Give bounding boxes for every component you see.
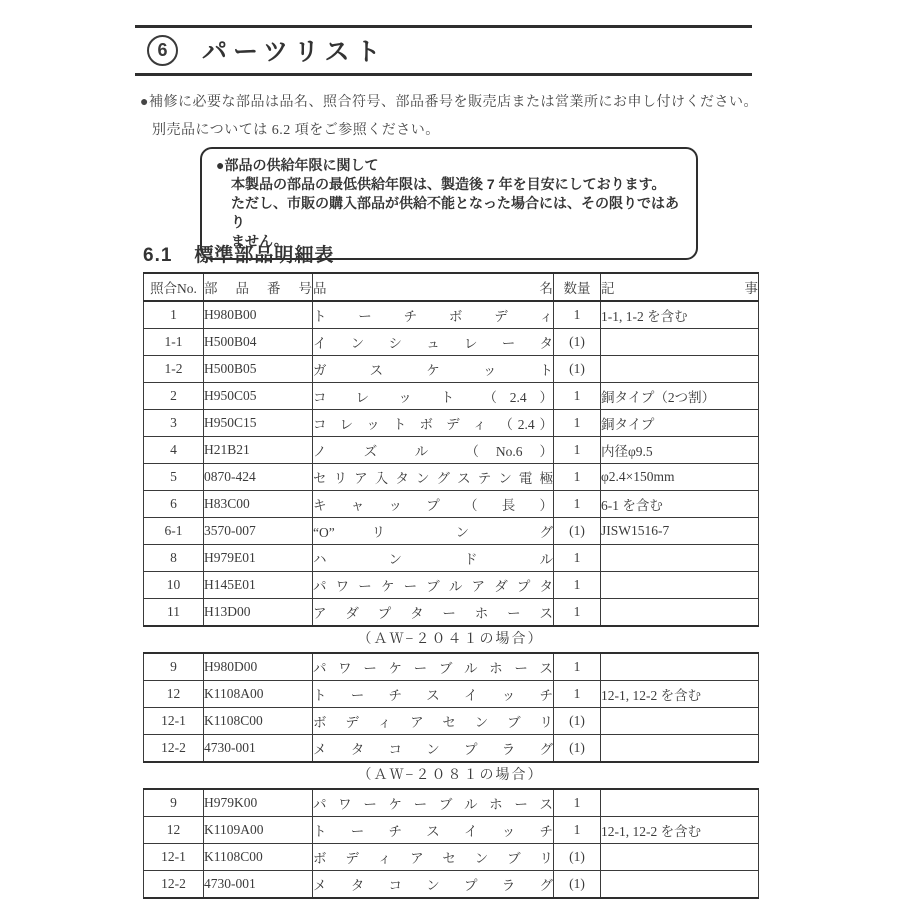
col-header-note: 記 事 xyxy=(601,273,759,301)
table-row xyxy=(144,410,759,437)
cell-note: JISW1516-7 xyxy=(601,518,759,545)
cell-part-name: ト ー チ ス イ ッ チ xyxy=(313,817,554,844)
table-row xyxy=(144,789,759,817)
cell-note: φ2.4×150mm xyxy=(601,464,759,491)
cell-note xyxy=(601,572,759,599)
cell-note xyxy=(601,653,759,681)
cell-note xyxy=(601,329,759,356)
table-group-label-aw2081: （ＡＷ−２０８１の場合） xyxy=(357,768,544,783)
cell-part-name: メ タ コ ン プ ラ グ xyxy=(313,871,554,899)
cell-ref-no: 12-1 xyxy=(144,844,204,871)
cell-note xyxy=(601,356,759,383)
cell-part-number: H21B21 xyxy=(204,437,313,464)
cell-note: 銅タイプ xyxy=(601,410,759,437)
table-row xyxy=(144,437,759,464)
cell-part-name: “O” リ ン グ xyxy=(313,518,554,545)
cell-part-name: ボ デ ィ ア セ ン ブ リ xyxy=(313,844,554,871)
cell-quantity: 1 xyxy=(554,817,601,844)
cell-ref-no: 2 xyxy=(144,383,204,410)
cell-part-number: H145E01 xyxy=(204,572,313,599)
table-row xyxy=(144,708,759,735)
parts-table-aw2041 xyxy=(143,652,759,763)
cell-part-number: K1108C00 xyxy=(204,844,313,871)
cell-part-name: ボ デ ィ ア セ ン ブ リ xyxy=(313,708,554,735)
cell-ref-no: 5 xyxy=(144,464,204,491)
cell-quantity: 1 xyxy=(554,410,601,437)
cell-ref-no: 1-1 xyxy=(144,329,204,356)
cell-part-number: 4730-001 xyxy=(204,735,313,763)
cell-part-name: パ ワ ー ケ ー ブ ル ア ダ プ タ xyxy=(313,572,554,599)
cell-part-number: H500B05 xyxy=(204,356,313,383)
section-heading xyxy=(143,240,334,267)
cell-part-number: K1109A00 xyxy=(204,817,313,844)
notice-line: ただし、市販の購入部品が供給不能となった場合には、その限りではあり xyxy=(231,195,679,230)
section-title: 標準部品明細表 xyxy=(194,245,335,266)
table-row xyxy=(144,518,759,545)
cell-quantity: (1) xyxy=(554,871,601,899)
cell-ref-no: 9 xyxy=(144,789,204,817)
table-row xyxy=(144,329,759,356)
cell-note: 内径φ9.5 xyxy=(601,437,759,464)
table-row xyxy=(144,844,759,871)
cell-part-name: イ ン シ ュ レ ー タ xyxy=(313,329,554,356)
cell-note: 1-1, 1-2 を含む xyxy=(601,301,759,329)
cell-quantity: (1) xyxy=(554,356,601,383)
cell-part-name: コ レ ッ ト （2.4） xyxy=(313,383,554,410)
cell-part-name: キ ャ ッ プ （ 長 ） xyxy=(313,491,554,518)
cell-quantity: 1 xyxy=(554,383,601,410)
cell-part-number: H950C05 xyxy=(204,383,313,410)
col-header-quantity: 数量 xyxy=(554,273,601,301)
cell-ref-no: 12-1 xyxy=(144,708,204,735)
table-row xyxy=(144,817,759,844)
cell-quantity: 1 xyxy=(554,599,601,627)
cell-quantity: 1 xyxy=(554,545,601,572)
col-header-part-name: 品 名 xyxy=(313,273,554,301)
cell-part-number: H500B04 xyxy=(204,329,313,356)
table-row xyxy=(144,464,759,491)
cell-quantity: 1 xyxy=(554,653,601,681)
cell-ref-no: 1 xyxy=(144,301,204,329)
cell-quantity: 1 xyxy=(554,301,601,329)
cell-ref-no: 8 xyxy=(144,545,204,572)
cell-ref-no: 6 xyxy=(144,491,204,518)
parts-table-main xyxy=(143,272,759,627)
cell-part-name: ノ ズ ル （No.6） xyxy=(313,437,554,464)
cell-part-name: コ レ ッ ト ボ デ ィ （2.4） xyxy=(313,410,554,437)
cell-quantity: 1 xyxy=(554,464,601,491)
table-row xyxy=(144,681,759,708)
cell-note xyxy=(601,545,759,572)
cell-ref-no: 12-2 xyxy=(144,735,204,763)
notice-line: ません。 xyxy=(231,233,288,249)
cell-part-number: H979K00 xyxy=(204,789,313,817)
cell-note: 12-1, 12-2 を含む xyxy=(601,817,759,844)
cell-ref-no: 4 xyxy=(144,437,204,464)
cell-quantity: (1) xyxy=(554,329,601,356)
col-header-ref-no: 照合No. xyxy=(144,273,204,301)
table-row xyxy=(144,545,759,572)
cell-quantity: 1 xyxy=(554,681,601,708)
notice-line: 本製品の部品の最低供給年限は、製造後 7 年を目安にしております。 xyxy=(231,176,666,192)
page-title: パーツリスト xyxy=(202,38,387,66)
cell-note: 銅タイプ（2つ割） xyxy=(601,383,759,410)
cell-part-number: H83C00 xyxy=(204,491,313,518)
cell-part-name: パ ワ ー ケ ー ブ ル ホ ー ス xyxy=(313,789,554,817)
cell-part-number: H979E01 xyxy=(204,545,313,572)
table-row xyxy=(144,301,759,329)
table-row xyxy=(144,356,759,383)
parts-table-aw2081 xyxy=(143,788,759,899)
doc-header xyxy=(135,25,752,76)
table-row xyxy=(144,491,759,518)
cell-ref-no: 10 xyxy=(144,572,204,599)
intro-line-1: ●補修に必要な部品は品名、照合符号、部品番号を販売店または営業所にお申し付けください。 xyxy=(140,95,758,110)
cell-ref-no: 3 xyxy=(144,410,204,437)
cell-quantity: 1 xyxy=(554,789,601,817)
table-row xyxy=(144,599,759,627)
cell-part-number: 4730-001 xyxy=(204,871,313,899)
cell-quantity: (1) xyxy=(554,708,601,735)
cell-ref-no: 12-2 xyxy=(144,871,204,899)
cell-ref-no: 12 xyxy=(144,681,204,708)
cell-part-name: ハ ン ド ル xyxy=(313,545,554,572)
table-row xyxy=(144,572,759,599)
cell-quantity: 1 xyxy=(554,572,601,599)
cell-part-number: H950C15 xyxy=(204,410,313,437)
cell-part-number: K1108A00 xyxy=(204,681,313,708)
intro-line-2: 別売品については 6.2 項をご参照ください。 xyxy=(152,123,440,138)
cell-note xyxy=(601,599,759,627)
cell-ref-no: 11 xyxy=(144,599,204,627)
cell-part-name: ガ ス ケ ッ ト xyxy=(313,356,554,383)
cell-part-name: セ リ ア 入 タ ン グ ス テ ン 電 極 xyxy=(313,464,554,491)
cell-note xyxy=(601,789,759,817)
cell-note: 6-1 を含む xyxy=(601,491,759,518)
cell-note: 12-1, 12-2 を含む xyxy=(601,681,759,708)
cell-ref-no: 1-2 xyxy=(144,356,204,383)
cell-note xyxy=(601,844,759,871)
cell-part-number: K1108C00 xyxy=(204,708,313,735)
cell-quantity: 1 xyxy=(554,491,601,518)
cell-quantity: 1 xyxy=(554,437,601,464)
cell-quantity: (1) xyxy=(554,735,601,763)
cell-ref-no: 6-1 xyxy=(144,518,204,545)
title-row xyxy=(135,28,752,73)
cell-quantity: (1) xyxy=(554,518,601,545)
cell-note xyxy=(601,735,759,763)
cell-part-name: ト ー チ ス イ ッ チ xyxy=(313,681,554,708)
col-header-part-number: 部 品 番 号 xyxy=(204,273,313,301)
table-group-label-aw2041: （ＡＷ−２０４１の場合） xyxy=(357,632,544,647)
table-row xyxy=(144,871,759,899)
cell-part-name: ア ダ プ タ ー ホ ー ス xyxy=(313,599,554,627)
cell-part-number: H980D00 xyxy=(204,653,313,681)
cell-part-number: H13D00 xyxy=(204,599,313,627)
notice-title: ●部品の供給年限に関して xyxy=(216,157,379,173)
cell-part-number: 3570-007 xyxy=(204,518,313,545)
table-row xyxy=(144,735,759,763)
cell-part-name: メ タ コ ン プ ラ グ xyxy=(313,735,554,763)
cell-quantity: (1) xyxy=(554,844,601,871)
parts-table xyxy=(143,272,758,899)
cell-part-number: 0870-424 xyxy=(204,464,313,491)
cell-part-number: H980B00 xyxy=(204,301,313,329)
table-row xyxy=(144,653,759,681)
cell-part-name: パ ワ ー ケ ー ブ ル ホ ー ス xyxy=(313,653,554,681)
table-header-row xyxy=(144,273,759,301)
cell-ref-no: 12 xyxy=(144,817,204,844)
cell-note xyxy=(601,871,759,899)
cell-part-name: ト ー チ ボ デ ィ xyxy=(313,301,554,329)
section-number: 6.1 xyxy=(143,245,173,266)
cell-note xyxy=(601,708,759,735)
table-row xyxy=(144,383,759,410)
cell-ref-no: 9 xyxy=(144,653,204,681)
circled-section-number: 6 xyxy=(147,35,178,66)
